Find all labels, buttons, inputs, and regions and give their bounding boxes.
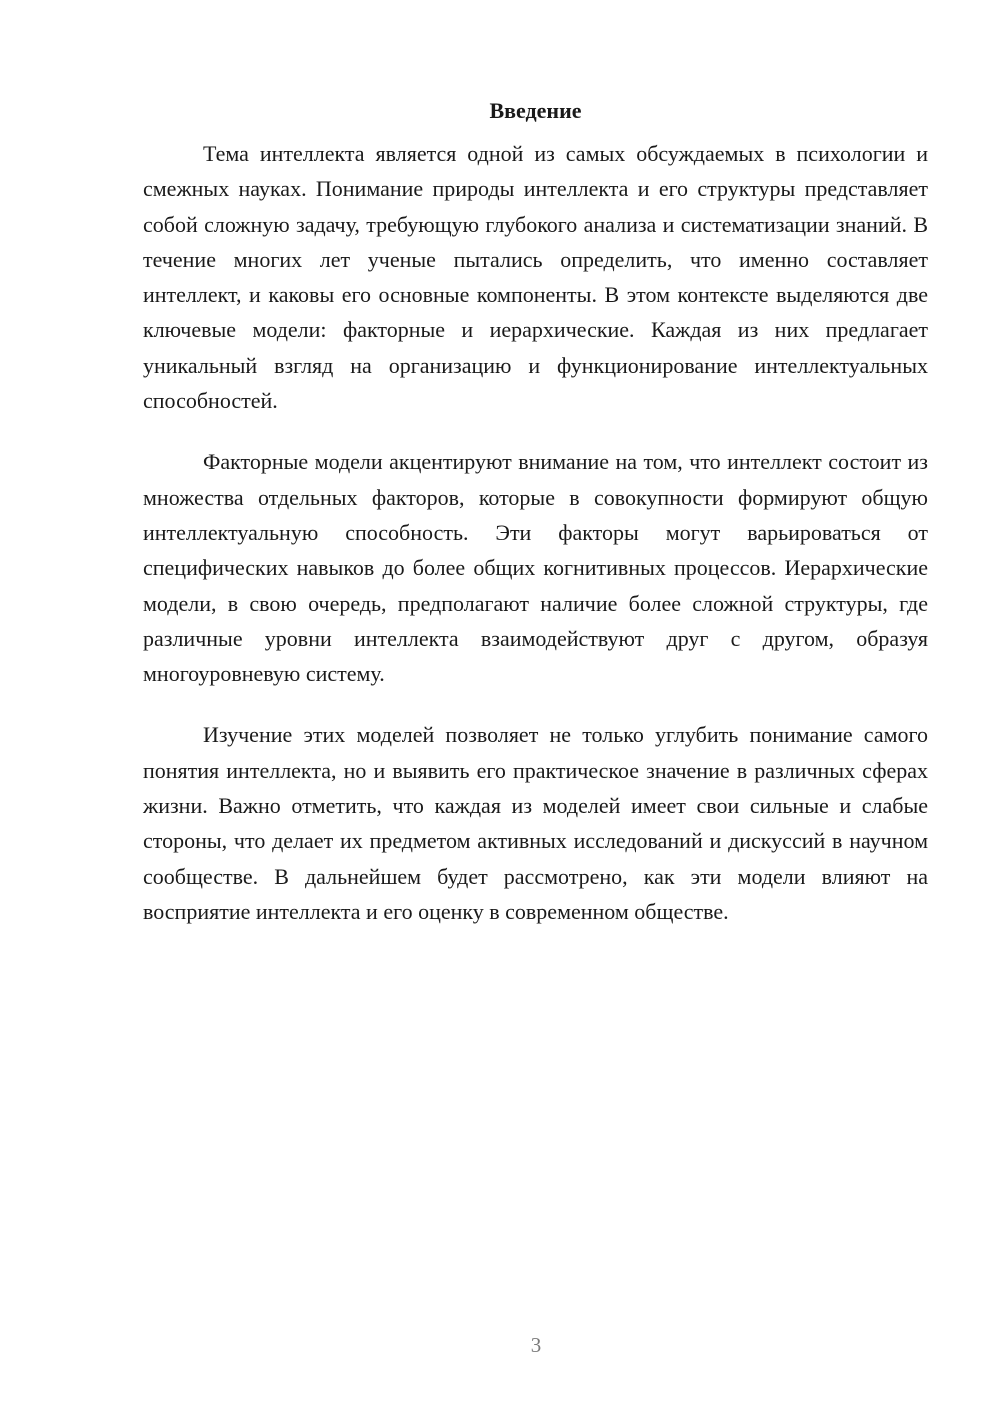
page-content <box>143 96 928 955</box>
paragraph-2: Факторные модели акцентируют внимание на том, что интеллект состоит из множества отдельных факторов, которые в совокупности формируют общую интеллектуальную способность. Эти факторы могут варьироваться от специфических навыков до более общих когнитивных процессов. Иерархические модели, в свою очередь, предполагают наличие более сложной структуры, где различные уровни интеллекта взаимодействуют друг с другом, образуя многоуровневую систему. <box>143 449 928 687</box>
paragraph-3: Изучение этих моделей позволяет не только углубить понимание самого понятия интеллекта, но и выявить его практическое значение в различных сферах жизни. Важно отметить, что каждая из моделей имеет свои сильные и слабые стороны, что делает их предметом активных исследований и дискуссий в научном сообществе. В дальнейшем будет рассмотрено, как эти модели влияют на восприятие интеллекта и его оценку в современном обществе. <box>143 722 928 924</box>
section-heading: Введение <box>489 98 582 123</box>
paragraph-1: Тема интеллекта является одной из самых обсуждаемых в психологии и смежных науках. Понимание природы интеллекта и его структуры представляет собой сложную задачу, требующую глубокого анализа и систематизации знаний. В течение многих лет ученые пытались определить, что именно составляет интеллект, и каковы его основные компоненты. В этом контексте выделяются две ключевые модели: факторные и иерархические. Каждая из них предлагает уникальный взгляд на организацию и функционирование интеллектуальных способностей. <box>143 141 928 414</box>
page-number: 3 <box>530 1333 542 1357</box>
